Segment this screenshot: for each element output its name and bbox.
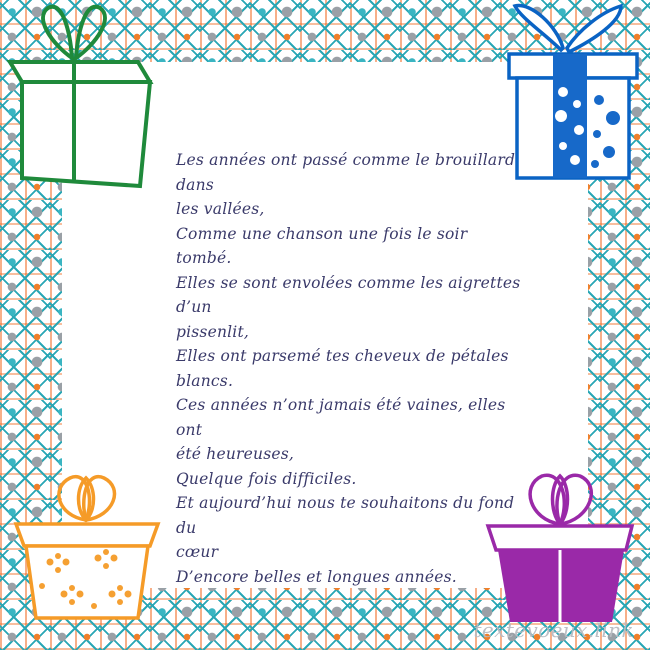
poem-line: Comme une chanson une fois le soir tombé. — [176, 224, 473, 267]
poem-line: cœur — [176, 543, 219, 561]
poem-line: Elles ont parsemé tes cheveux de pétales — [176, 347, 509, 365]
poem-line: Ces années n’ont jamais été vaines, elles ont — [176, 396, 511, 439]
poem-line: pissenlit, — [176, 322, 250, 341]
poem-line: blancs. — [176, 371, 234, 390]
watermark: textevoeux.link — [473, 618, 634, 642]
poem-line: Elles se sont envolées comme les aigrettes d’un — [176, 273, 526, 316]
poem-text — [176, 148, 524, 589]
gift-box-orange-icon — [2, 466, 172, 626]
poem-line: les vallées, — [176, 200, 265, 218]
poem-line: D’encore belles et longues années. — [176, 567, 457, 586]
poem-line: Et aujourd’hui nous te souhaitons du fond du — [176, 494, 520, 537]
poem-line: été heureuses, — [176, 445, 295, 463]
poem-line: Les années ont passé comme le brouillard dans — [176, 151, 521, 194]
gift-box-green-icon — [0, 0, 175, 195]
poem-line: Quelque fois difficiles. — [176, 469, 357, 488]
